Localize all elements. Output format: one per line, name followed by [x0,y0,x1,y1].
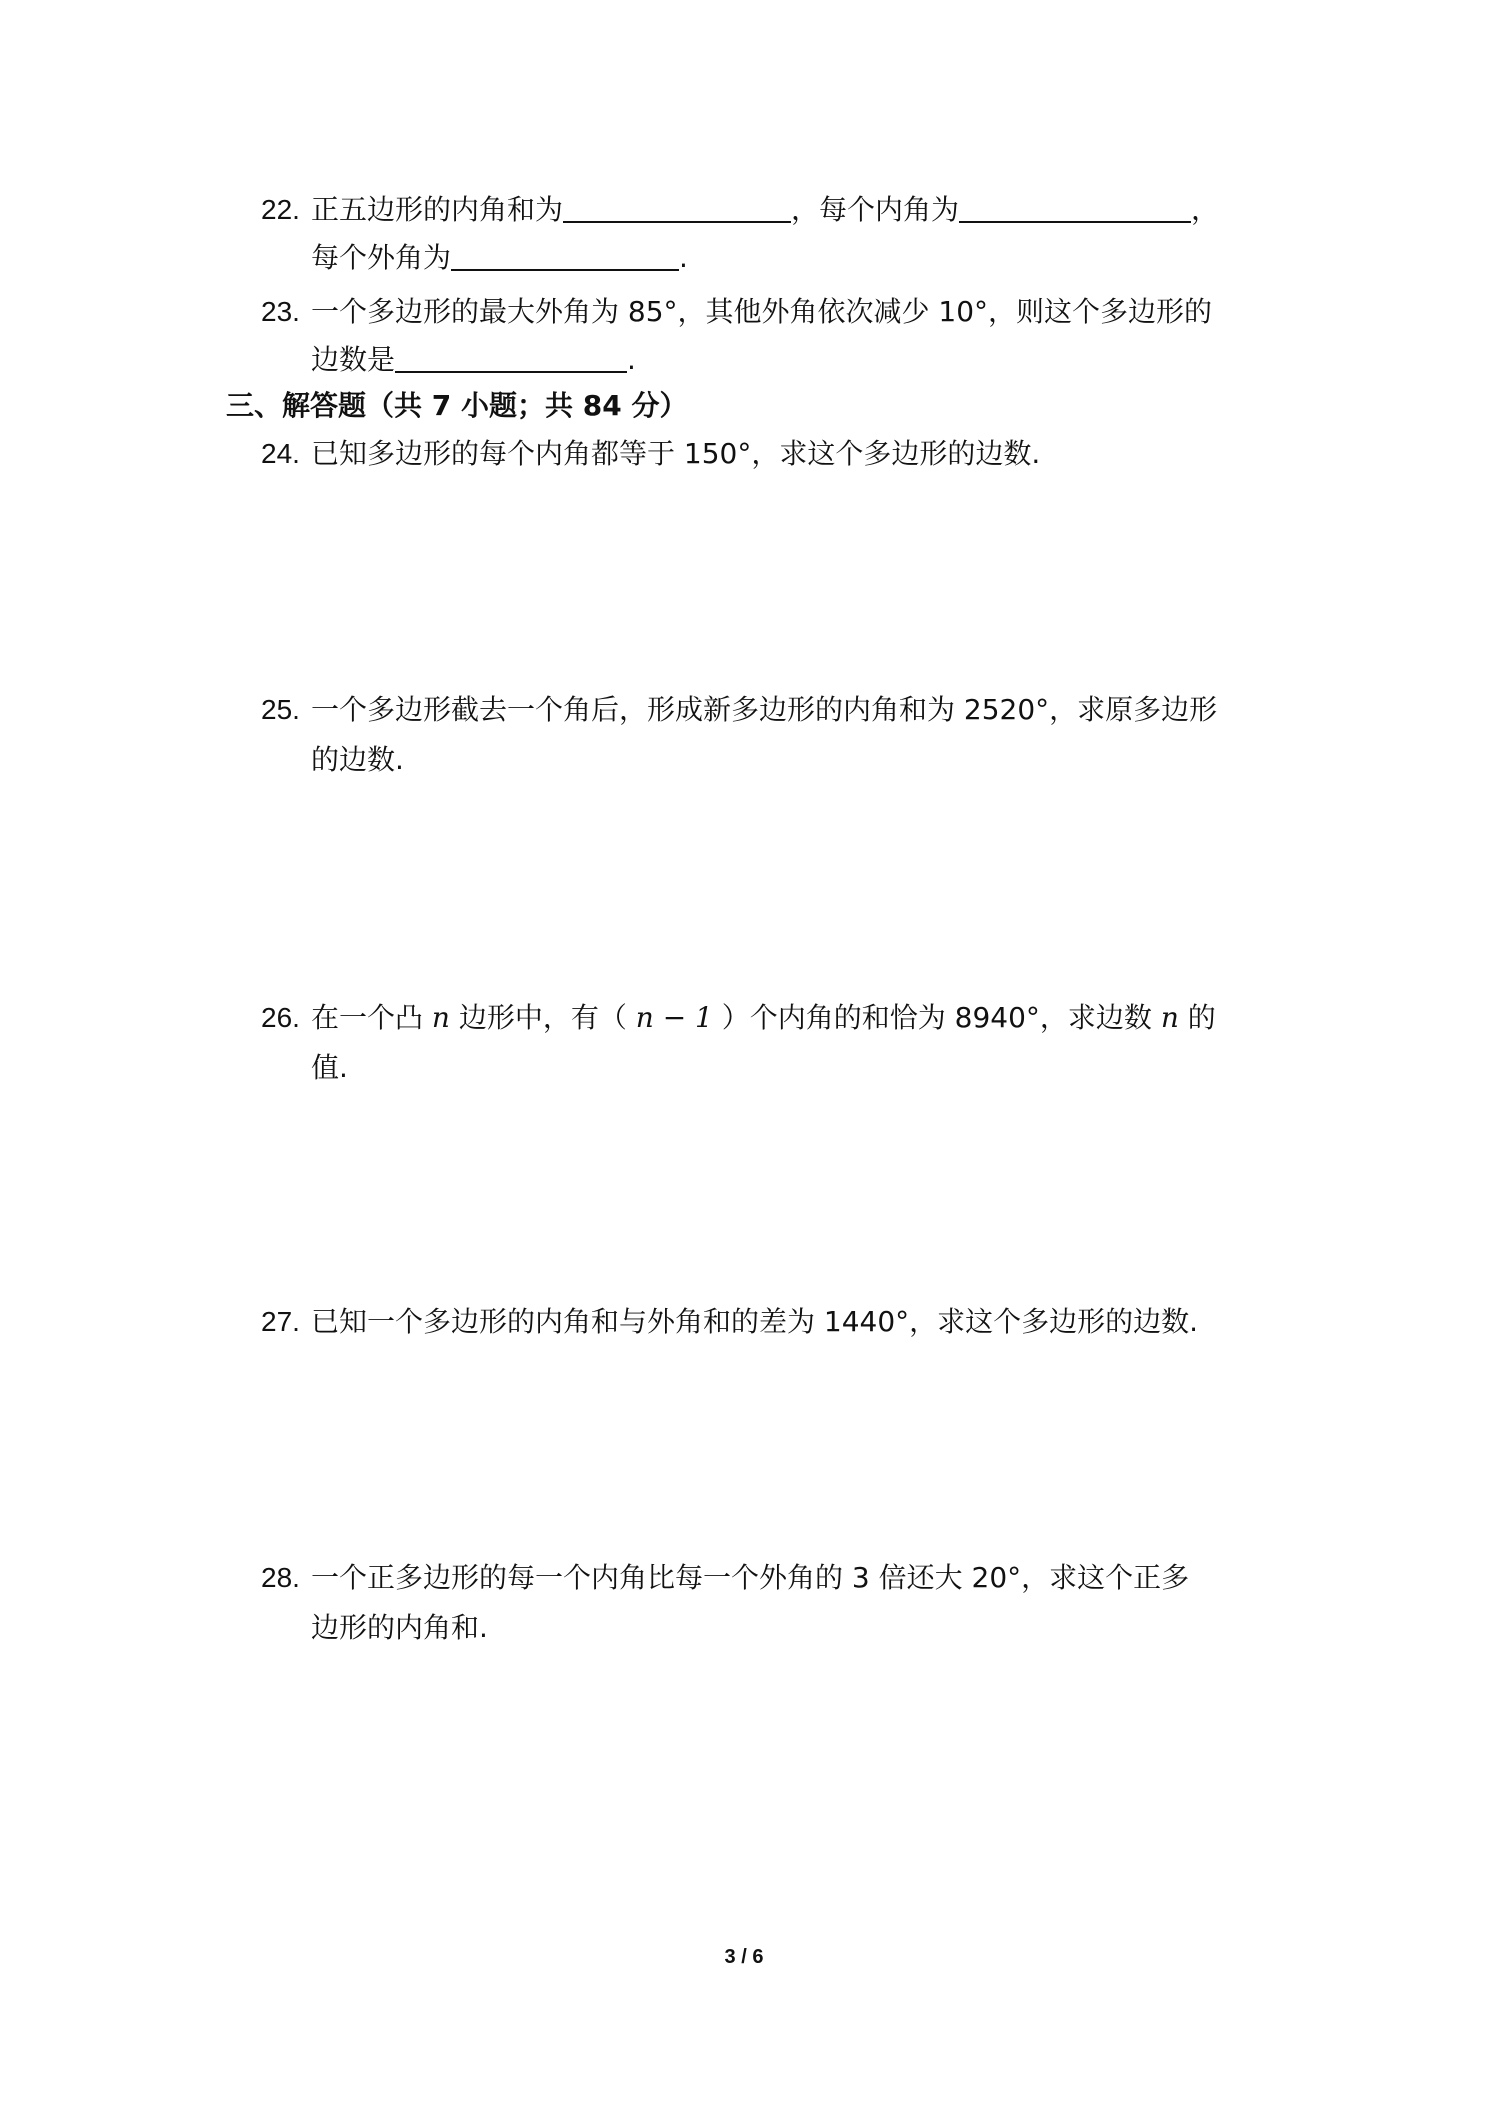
question-text: ）个内角的和恰为 8940°，求边数 [712,1001,1161,1034]
question-number: 22. [261,194,300,225]
question-text: 边形的内角和. [311,1611,488,1644]
question-24-line-1 [261,436,1040,472]
question-23-line-2 [311,342,636,378]
answer-blank[interactable] [959,193,1191,223]
question-text: 的 [1178,1001,1216,1034]
question-text: 一个正多边形的每一个内角比每一个外角的 3 倍还大 20°，求这个正多 [311,1561,1190,1594]
variable-n: n [431,1001,450,1034]
question-text: 边数是 [311,343,396,376]
question-text: 已知一个多边形的内角和与外角和的差为 1440°，求这个多边形的边数. [311,1305,1199,1338]
question-number: 26. [261,1002,300,1033]
question-26-line-2 [311,1050,348,1086]
math-expression: n − 1 [635,1001,713,1034]
question-23-line-1 [261,294,1212,330]
question-25-line-1 [261,692,1217,728]
question-26-line-1 [261,1000,1216,1036]
question-25-line-2 [311,742,404,778]
question-text: 每个外角为 [311,241,452,274]
question-text: 已知多边形的每个内角都等于 150°，求这个多边形的边数. [311,437,1041,470]
question-number: 25. [261,694,300,725]
question-text: 一个多边形的最大外角为 85°，其他外角依次减少 10°，则这个多边形的 [311,295,1213,328]
question-27-line-1 [261,1304,1198,1340]
question-text: 在一个凸 [311,1001,432,1034]
question-text: . [679,241,688,274]
answer-blank[interactable] [451,241,679,271]
question-22-line-2 [311,240,688,276]
section-heading: 三、解答题（共 7 小题；共 84 分） [226,389,688,422]
question-28-line-1 [261,1560,1189,1596]
question-text: ，每个内角为 [791,193,960,226]
question-number: 28. [261,1562,300,1593]
question-28-line-2 [311,1610,488,1646]
question-text: 的边数. [311,743,404,776]
question-text: 一个多边形截去一个角后，形成新多边形的内角和为 2520°，求原多边形 [311,693,1218,726]
question-text: 边形中，有（ [449,1001,636,1034]
question-text: 正五边形的内角和为 [311,193,564,226]
question-text: . [627,343,636,376]
answer-blank[interactable] [563,193,791,223]
page-number: 3 / 6 [724,1946,764,1968]
question-number: 24. [261,438,300,469]
answer-blank[interactable] [395,343,627,373]
question-22-line-1 [261,192,1219,228]
question-text: 值. [311,1051,348,1084]
question-text: ， [1191,193,1220,226]
question-number: 23. [261,296,300,327]
question-number: 27. [261,1306,300,1337]
variable-n: n [1160,1001,1179,1034]
